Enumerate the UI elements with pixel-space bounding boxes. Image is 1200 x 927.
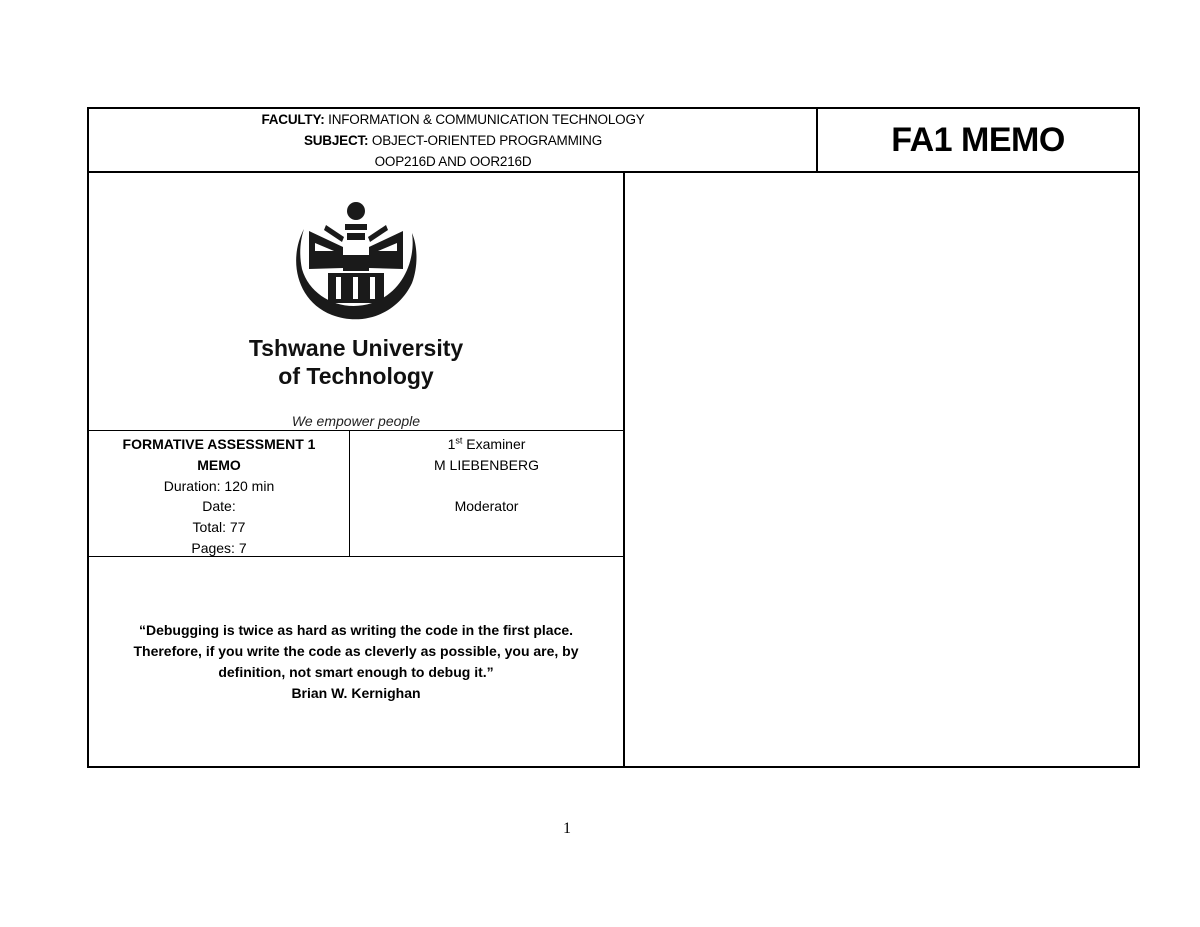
- university-emblem-icon: [286, 197, 426, 327]
- university-logo-area: [89, 173, 623, 430]
- examiner-info: [350, 432, 623, 556]
- examiner-number: 1: [447, 436, 456, 452]
- course-codes: OOP216D AND OOR216D: [374, 153, 532, 169]
- moderator-label: Moderator: [454, 498, 519, 515]
- memo-title: FA1 MEMO: [891, 120, 1065, 159]
- examiner-ordinal: st: [455, 435, 463, 446]
- university-name-line1: Tshwane University: [248, 335, 464, 361]
- subject-line: [304, 130, 602, 151]
- assessment-title-line2: MEMO: [197, 456, 241, 473]
- examiner-heading: [448, 434, 526, 455]
- page-number: 1: [563, 820, 571, 837]
- faculty-line: [261, 109, 644, 130]
- info-divider: [87, 556, 625, 557]
- subject-label: SUBJECT:: [303, 132, 369, 148]
- assessment-date: Date:: [202, 498, 236, 515]
- body-column-divider: [623, 171, 625, 768]
- assessment-info: [89, 432, 349, 556]
- faculty-value: INFORMATION & COMMUNICATION TECHNOLOGY: [328, 111, 645, 127]
- university-name-line2: of Technology: [278, 363, 434, 389]
- quote-line1: “Debugging is twice as hard as writing the code in the first place.: [138, 622, 574, 639]
- subject-value: OBJECT-ORIENTED PROGRAMMING: [371, 132, 603, 148]
- assessment-title-line1: FORMATIVE ASSESSMENT 1: [122, 436, 316, 452]
- header-block: [89, 109, 817, 171]
- assessment-duration: Duration: 120 min: [163, 477, 275, 494]
- assessment-total: Total: 77: [192, 519, 246, 536]
- examiner-label: Examiner: [466, 436, 526, 452]
- quote-line2: Therefore, if you write the code as cleverly as possible, you are, by: [133, 643, 579, 660]
- logo-divider: [87, 430, 625, 431]
- faculty-label: FACULTY:: [261, 111, 325, 127]
- quote-author: Brian W. Kernighan: [291, 684, 421, 701]
- university-tagline: We empower people: [291, 413, 421, 429]
- quote-line3: definition, not smart enough to debug it.”: [218, 664, 494, 680]
- examiner-name: M LIEBENBERG: [433, 456, 540, 473]
- quote-block: [89, 558, 623, 766]
- assessment-pages: Pages: 7: [191, 539, 247, 556]
